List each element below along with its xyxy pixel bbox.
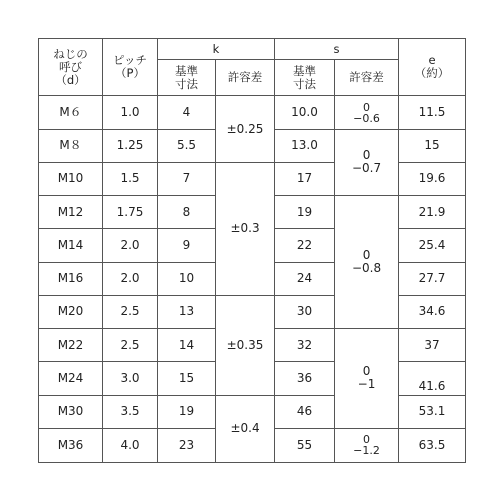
header-pitch-line2: （P） xyxy=(115,66,145,81)
cell-pitch: 2.0 xyxy=(103,262,158,295)
header-s-basic xyxy=(275,60,335,96)
cell-s-basic: 22 xyxy=(275,229,335,262)
cell-k-basic: 5.5 xyxy=(158,129,216,162)
cell-e: 21.9 xyxy=(399,196,466,229)
cell-e: 34.6 xyxy=(399,295,466,328)
header-k-basic-line1: 基準 xyxy=(175,63,198,78)
cell-pitch: 1.5 xyxy=(103,162,158,195)
s-tol-g1-lower: −0.6 xyxy=(353,111,380,125)
cell-k-tolerance-group4: ±0.4 xyxy=(216,395,275,463)
cell-s-basic: 46 xyxy=(275,395,335,428)
cell-pitch: 1.0 xyxy=(103,96,158,129)
cell-k-tolerance-group1: ±0.25 xyxy=(216,96,275,162)
cell-k-basic: 15 xyxy=(158,362,216,395)
cell-s-basic: 32 xyxy=(275,329,335,362)
header-thread-size-line3: （d） xyxy=(55,72,86,87)
cell-s-basic: 36 xyxy=(275,362,335,395)
cell-pitch: 3.0 xyxy=(103,362,158,395)
s-tol-g5-lower: −1.2 xyxy=(353,444,380,458)
cell-k-basic: 14 xyxy=(158,329,216,362)
header-k-tolerance: 許容差 xyxy=(216,60,275,96)
cell-thread-size: M20 xyxy=(39,295,103,328)
cell-s-basic: 55 xyxy=(275,428,335,462)
cell-s-tolerance-group5 xyxy=(335,428,399,462)
header-thread-size-line1: ねじの xyxy=(53,46,88,61)
cell-s-basic: 19 xyxy=(275,196,335,229)
cell-pitch: 4.0 xyxy=(103,428,158,462)
header-s-basic-line1: 基準 xyxy=(293,63,317,78)
s-tol-g4-lower: −1 xyxy=(357,377,376,392)
header-s: s xyxy=(275,39,399,60)
cell-e: 53.1 xyxy=(399,395,466,428)
cell-thread-size: M14 xyxy=(39,229,103,262)
s-tol-g3-lower: −0.8 xyxy=(351,261,382,276)
header-pitch-line1: ピッチ xyxy=(112,53,148,68)
header-e-line1: e xyxy=(428,53,436,68)
cell-k-basic: 4 xyxy=(158,96,216,129)
cell-e: 11.5 xyxy=(399,96,466,129)
cell-e: 15 xyxy=(399,129,466,162)
cell-e: 25.4 xyxy=(399,229,466,262)
cell-k-basic: 19 xyxy=(158,395,216,428)
cell-pitch: 2.5 xyxy=(103,329,158,362)
cell-k-basic: 23 xyxy=(158,428,216,462)
cell-thread-size: M30 xyxy=(39,395,103,428)
header-e-line2: （約） xyxy=(414,66,450,81)
header-thread-size-line2: 呼び xyxy=(59,59,82,74)
cell-k-basic: 9 xyxy=(158,229,216,262)
cell-pitch: 1.75 xyxy=(103,196,158,229)
cell-thread-size: M12 xyxy=(39,196,103,229)
cell-pitch: 3.5 xyxy=(103,395,158,428)
s-tol-g3-upper: 0 xyxy=(362,248,371,263)
cell-e: 19.6 xyxy=(399,162,466,195)
header-s-tolerance: 許容差 xyxy=(335,60,399,96)
cell-s-basic: 17 xyxy=(275,162,335,195)
cell-k-basic: 8 xyxy=(158,196,216,229)
cell-thread-size: M16 xyxy=(39,262,103,295)
cell-thread-size: M10 xyxy=(39,162,103,195)
s-tol-g4-upper: 0 xyxy=(362,364,371,379)
s-tol-g2-upper: 0 xyxy=(362,148,371,163)
header-k-basic-line2: 寸法 xyxy=(175,76,198,91)
hex-bolt-dimension-table xyxy=(38,38,466,463)
cell-s-basic: 13.0 xyxy=(275,129,335,162)
s-tol-g5-upper: 0 xyxy=(363,433,371,447)
s-tol-g2-lower: −0.7 xyxy=(351,161,382,176)
cell-thread-size: M８ xyxy=(39,129,103,162)
cell-s-tolerance-group1 xyxy=(335,96,399,129)
cell-s-tolerance-group4 xyxy=(335,329,399,429)
cell-e: 27.7 xyxy=(399,262,466,295)
cell-e: 63.5 xyxy=(399,428,466,462)
cell-thread-size: M36 xyxy=(39,428,103,462)
cell-s-tolerance-group3 xyxy=(335,196,399,329)
header-e xyxy=(399,39,466,96)
s-tol-g1-upper: 0 xyxy=(363,100,371,114)
cell-thread-size: M24 xyxy=(39,362,103,395)
cell-k-basic: 7 xyxy=(158,162,216,195)
cell-e: 37 xyxy=(399,329,466,362)
cell-pitch: 2.0 xyxy=(103,229,158,262)
header-s-basic-line2: 寸法 xyxy=(293,76,317,91)
spec-table-wrapper xyxy=(38,38,465,463)
cell-pitch: 1.25 xyxy=(103,129,158,162)
header-k: k xyxy=(158,39,275,60)
cell-k-tolerance-group3: ±0.35 xyxy=(216,295,275,395)
cell-k-tolerance-group2: ±0.3 xyxy=(216,162,275,295)
cell-thread-size: M22 xyxy=(39,329,103,362)
cell-s-basic: 24 xyxy=(275,262,335,295)
cell-s-basic: 10.0 xyxy=(275,96,335,129)
cell-k-basic: 13 xyxy=(158,295,216,328)
cell-s-basic: 30 xyxy=(275,295,335,328)
header-k-basic xyxy=(158,60,216,96)
cell-thread-size: M６ xyxy=(39,96,103,129)
cell-e: 41.6 xyxy=(399,362,466,395)
header-thread-size xyxy=(39,39,103,96)
cell-pitch: 2.5 xyxy=(103,295,158,328)
cell-s-tolerance-group2 xyxy=(335,129,399,195)
cell-k-basic: 10 xyxy=(158,262,216,295)
header-pitch xyxy=(103,39,158,96)
